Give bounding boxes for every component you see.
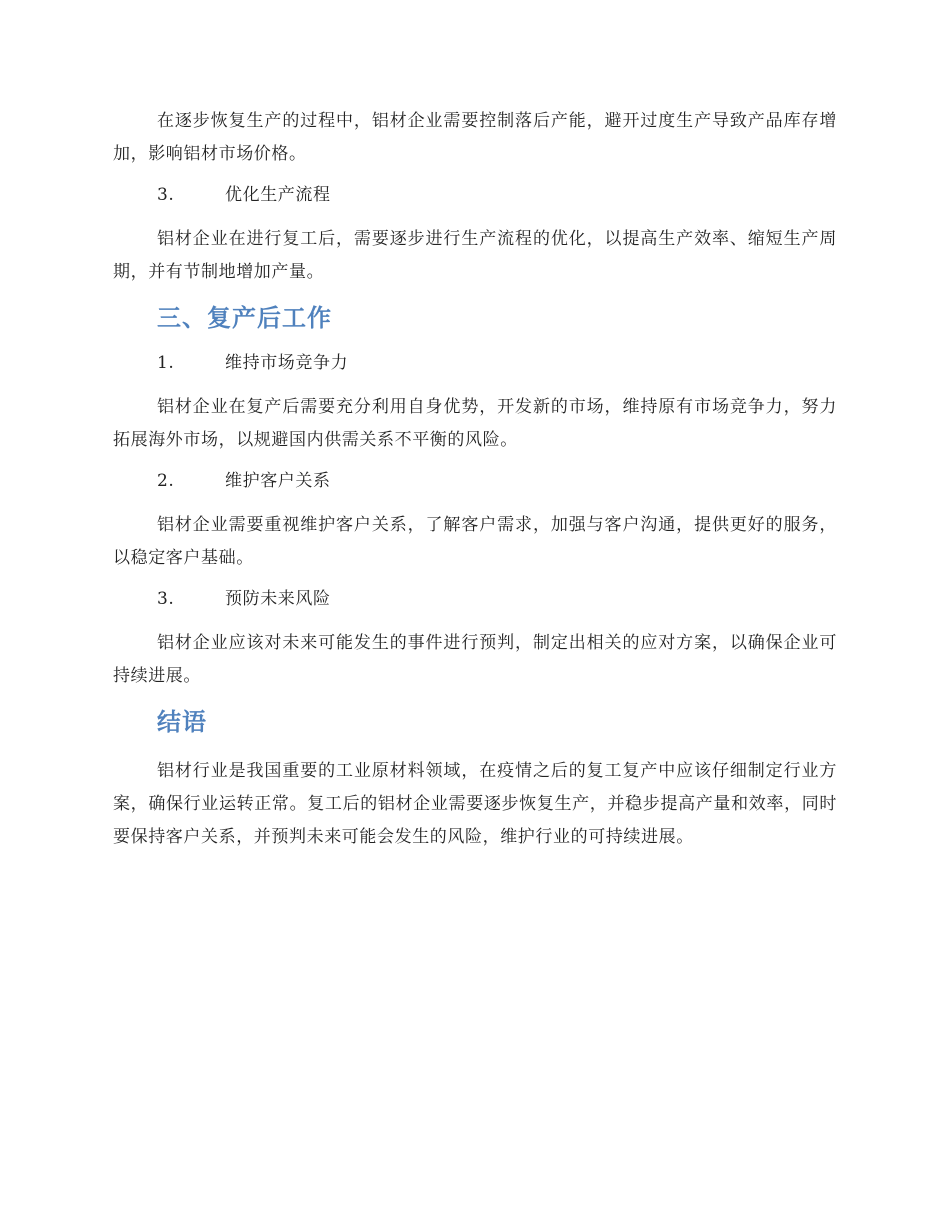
list-item-number: 3. — [157, 185, 175, 205]
list-item-optimize-process — [113, 183, 837, 207]
list-item-label: 预防未来风险 — [225, 589, 331, 609]
paragraph-customer-relations: 铝材企业需要重视维护客户关系，了解客户需求，加强与客户沟通，提供更好的服务，以稳定客户基础。 — [113, 515, 837, 568]
paragraph-competitiveness: 铝材企业在复产后需要充分利用自身优势，开发新的市场，维持原有市场竞争力，努力拓展海外市场，以规避国内供需关系不平衡的风险。 — [113, 397, 837, 450]
list-item-label: 维护客户关系 — [225, 471, 331, 491]
list-item-number: 2. — [157, 471, 175, 491]
list-item-label: 维持市场竞争力 — [225, 353, 349, 373]
list-item-customer-relations — [113, 469, 837, 493]
list-item-label: 优化生产流程 — [225, 185, 331, 205]
section-heading-post-production: 三、复产后工作 — [157, 304, 332, 332]
section-heading-conclusion: 结语 — [157, 708, 207, 736]
paragraph-control-capacity: 在逐步恢复生产的过程中，铝材企业需要控制落后产能，避开过度生产导致产品库存增加，影响铝材市场价格。 — [113, 111, 837, 164]
paragraph-optimize-process: 铝材企业在进行复工后，需要逐步进行生产流程的优化，以提高生产效率、缩短生产周期，并有节制地增加产量。 — [113, 229, 837, 282]
list-item-competitiveness — [113, 351, 837, 375]
paragraph-conclusion: 铝材行业是我国重要的工业原材料领域，在疫情之后的复工复产中应该仔细制定行业方案，确保行业运转正常。复工后的铝材企业需要逐步恢复生产，并稳步提高产量和效率，同时要保持客户关系，并预判未来可能会发生的风险，维护行业的可持续进展。 — [113, 761, 837, 847]
paragraph-risk-prevention: 铝材企业应该对未来可能发生的事件进行预判，制定出相关的应对方案，以确保企业可持续进展。 — [113, 633, 837, 686]
list-item-number: 3. — [157, 589, 175, 609]
document-body — [113, 105, 837, 866]
list-item-risk-prevention — [113, 587, 837, 611]
list-item-number: 1. — [157, 353, 175, 373]
